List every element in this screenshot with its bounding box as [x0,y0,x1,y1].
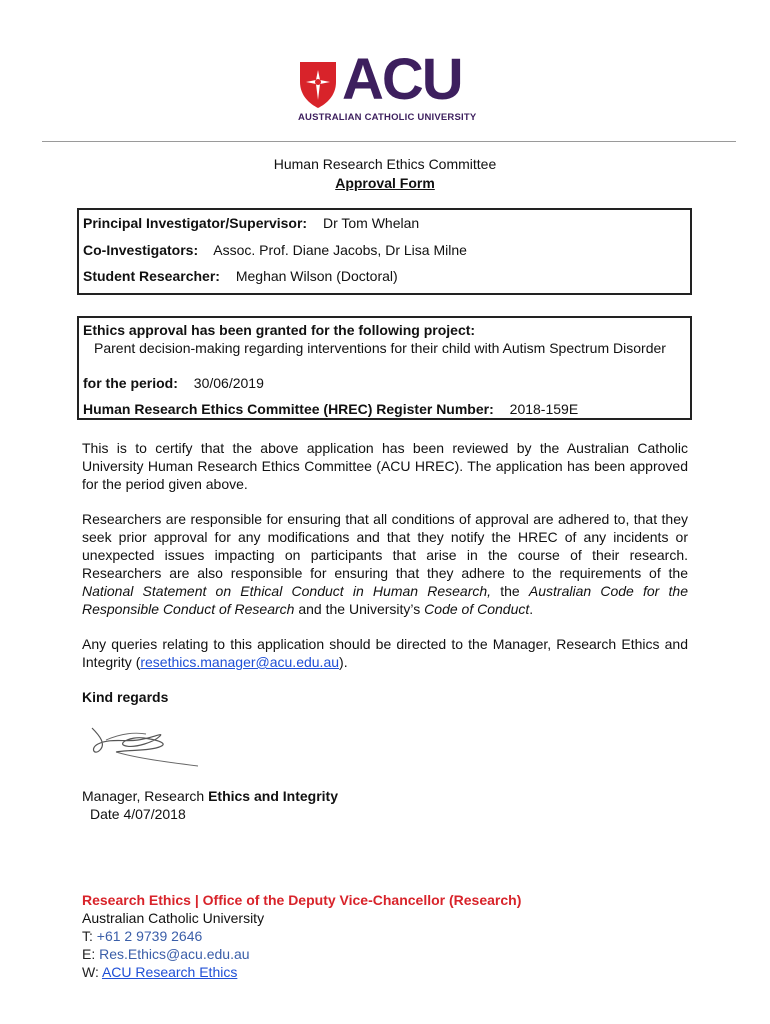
queries-paragraph [82,635,688,671]
footer-web-row [82,964,237,980]
project-title: Parent decision-making regarding interventions for their child with Autism Spectrum Disorder [94,340,666,356]
footer-university: Australian Catholic University [82,910,265,926]
responsibilities-paragraph [82,510,688,618]
handwritten-signature-icon [86,722,204,772]
signatory-title-plain: Manager, Research [82,788,209,804]
phone-value: +61 2 9739 2646 [96,928,203,944]
resp-text-1: Researchers are responsible for ensuring that all conditions of approval are adhered to, that they seek prior approval for any modifications and that they notify the HREC of any incidents or unexpected issues impacting on participants that arise in the course of their research. Researchers are also responsible for ensuring that they adhere to the requirements of the [82,511,688,581]
approval-date: Date 4/07/2018 [90,806,186,822]
signatory-title-bold: Ethics and Integrity [208,788,338,804]
coi-row [83,242,467,258]
manager-email-link[interactable]: resethics.manager@acu.edu.au [140,654,340,670]
footer-office: Research Ethics | Office of the Deputy Vice-Chancellor (Research) [82,892,522,908]
period-row [83,375,264,391]
committee-title: Human Research Ethics Committee [273,156,497,172]
project-box [77,316,692,420]
acu-logo [298,47,484,126]
period-value: 30/06/2019 [193,375,264,391]
pi-value: Dr Tom Whelan [322,215,420,231]
project-heading: Ethics approval has been granted for the following project: [83,322,476,338]
student-label: Student Researcher: [83,268,220,284]
australian-code-ref: Australian Code for the Responsible Conduct of Research [82,583,688,617]
queries-text-1: Any queries relating to this application should be directed to the Manager, Research Ethics and Integrity ( [82,636,688,670]
web-label: W: [82,964,102,980]
email-label: E: [82,946,100,962]
logo-subtitle: AUSTRALIAN CATHOLIC UNIVERSITY [298,112,477,123]
footer-phone-row [82,928,202,944]
student-row [83,268,398,284]
code-of-conduct-ref: Code of Conduct [424,601,530,617]
acu-shield-icon [298,60,338,110]
register-row [83,401,578,417]
footer-email-row [82,946,250,962]
coi-value: Assoc. Prof. Diane Jacobs, Dr Lisa Milne [213,242,467,258]
period-label: for the period: [83,375,178,391]
form-title: Approval Form [335,175,435,191]
logo-wordmark: ACU [342,47,462,112]
resp-text-4: . [529,601,534,617]
certification-paragraph: This is to certify that the above application has been reviewed by the Australian Catholic University Human Research Ethics Committee (ACU HREC). The application has been approved for the period given above. [82,440,688,492]
signatory-title [82,788,338,804]
email-value[interactable]: Res.Ethics@acu.edu.au [99,946,250,962]
kind-regards: Kind regards [82,689,169,705]
web-link[interactable]: ACU Research Ethics [101,964,238,980]
national-statement-ref: National Statement on Ethical Conduct in Human Research, [82,583,492,599]
pi-label: Principal Investigator/Supervisor: [83,215,308,231]
resp-text-3: and the University’s [294,601,425,617]
student-value: Meghan Wilson (Doctoral) [235,268,398,284]
pi-row [83,215,419,231]
register-value: 2018-159E [509,401,579,417]
investigators-box [77,208,692,295]
register-label: Human Research Ethics Committee (HREC) Register Number: [83,401,494,417]
phone-label: T: [82,928,97,944]
queries-text-2: ). [339,654,348,670]
coi-label: Co-Investigators: [83,242,199,258]
header-divider [42,141,736,142]
resp-text-2: the [491,583,529,599]
